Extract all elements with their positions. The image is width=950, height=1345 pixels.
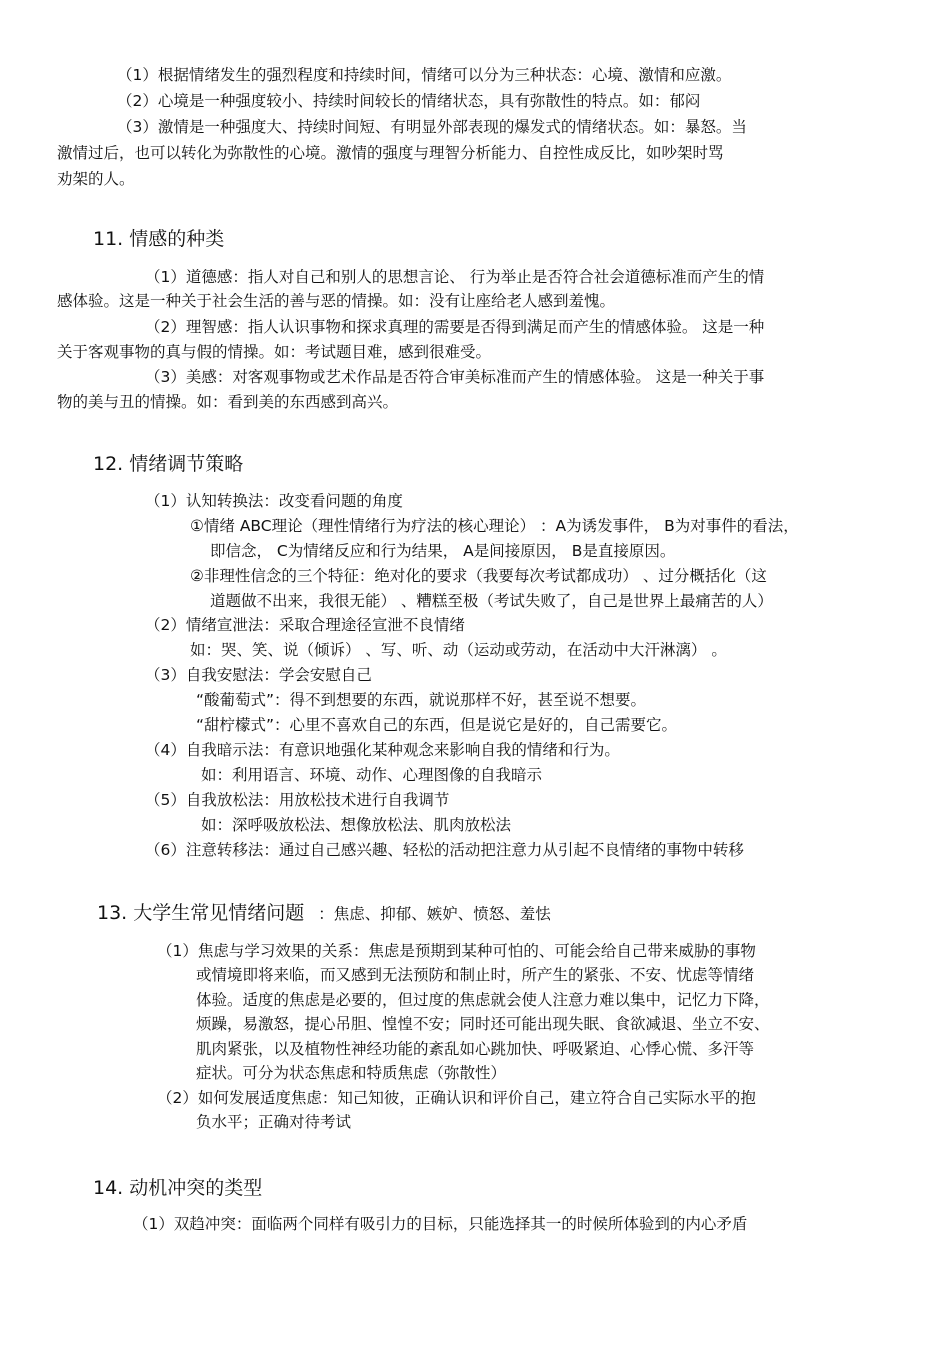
body-line: 感体验。这是一种关于社会生活的善与恶的情操。如：没有让座给老人感到羞愧。 [57,292,616,310]
section-heading [97,900,551,927]
body-line: （3）自我安慰法：学会安慰自己 [145,666,372,684]
body-line: （6）注意转移法：通过自己感兴趣、轻松的活动把注意力从引起不良情绪的事物中转移 [145,841,744,859]
body-line: （1）认知转换法：改变看问题的角度 [145,492,403,510]
body-line: 症状。可分为状态焦虑和特质焦虑（弥散性） [196,1064,507,1082]
body-line: 或情境即将来临，而又感到无法预防和制止时，所产生的紧张、不安、忧虑等情绪 [196,966,755,984]
body-line: 烦躁，易激怒，提心吊胆、惶惶不安；同时还可能出现失眠、食欲减退、坐立不安、 [196,1015,770,1033]
section-heading: 11. 情感的种类 [93,228,225,250]
body-line: （2）理智感：指人认识事物和探求真理的需要是否得到满足而产生的情感体验。 这是一种 [145,318,765,336]
body-line: 如：哭、笑、说（倾诉） 、写、听、动（运动或劳动，在活动中大汗淋漓） 。 [190,641,727,659]
body-line: 如：利用语言、环境、动作、心理图像的自我暗示 [201,766,543,784]
intro-line: （3）激情是一种强度大、持续时间短、有明显外部表现的爆发式的情绪状态。如：暴怒。当 [117,118,747,136]
body-line: “酸葡萄式”：得不到想要的东西，就说那样不好，甚至说不想要。 [196,691,647,709]
body-line: （1）焦虑与学习效果的关系：焦虑是预期到某种可怕的、可能会给自己带来威胁的事物 [157,942,756,960]
section-heading: 14. 动机冲突的类型 [93,1177,263,1199]
intro-line: （1）根据情绪发生的强烈程度和持续时间，情绪可以分为三种状态：心境、激情和应激。 [117,66,732,84]
body-line: 即信念， C为情绪反应和行为结果， A是间接原因， B是直接原因。 [210,542,676,560]
body-line: （4）自我暗示法：有意识地强化某种观念来影响自我的情绪和行为。 [145,741,620,759]
body-line: 肌肉紧张，以及植物性神经功能的紊乱如心跳加快、呼吸紧迫、心悸心慌、多汗等 [196,1040,755,1058]
body-line: 道题做不出来，我很无能） 、糟糕至极（考试失败了，自己是世界上最痛苦的人） [210,592,773,610]
body-line: （5）自我放松法：用放松技术进行自我调节 [145,791,450,809]
section-heading-suffix: ：焦虑、抑郁、嫉妒、愤怒、羞怯 [318,905,551,923]
section-heading: 12. 情绪调节策略 [93,453,244,475]
intro-line: 激情过后，也可以转化为弥散性的心境。激情的强度与理智分析能力、自控性成反比，如吵架时骂 [57,144,724,162]
body-line: （1）双趋冲突：面临两个同样有吸引力的目标，只能选择其一的时候所体验到的内心矛盾 [133,1215,748,1233]
body-line: 如：深呼吸放松法、想像放松法、肌肉放松法 [201,816,512,834]
body-line: 体验。适度的焦虑是必要的，但过度的焦虑就会使人注意力难以集中，记忆力下降， [196,991,770,1009]
body-line: 负水平；正确对待考试 [196,1113,352,1131]
body-line: 关于客观事物的真与假的情操。如：考试题目难，感到很难受。 [57,343,492,361]
body-line: （3）美感：对客观事物或艺术作品是否符合审美标准而产生的情感体验。 这是一种关于事 [145,368,765,386]
body-line: （2）情绪宣泄法：采取合理途径宣泄不良情绪 [145,616,465,634]
body-line: “甜柠檬式”：心里不喜欢自己的东西，但是说它是好的，自己需要它。 [196,716,678,734]
intro-line: （2）心境是一种强度较小、持续时间较长的情绪状态，具有弥散性的特点。如：郁闷 [117,92,701,110]
body-line: （2）如何发展适度焦虑：知己知彼，正确认识和评价自己，建立符合自己实际水平的抱 [157,1089,756,1107]
body-line: 物的美与丑的情操。如：看到美的东西感到高兴。 [57,393,399,411]
body-line: （1）道德感：指人对自己和别人的思想言论、 行为举止是否符合社会道德标准而产生的情 [145,268,765,286]
body-line: ①情绪 ABC理论（理性情绪行为疗法的核心理论） ：A为诱发事件， B为对事件的看法， [190,517,799,535]
body-line: ②非理性信念的三个特征：绝对化的要求（我要每次考试都成功） 、过分概括化（这 [190,567,767,585]
intro-line: 劝架的人。 [57,170,135,188]
section-heading-title: 13. 大学生常见情绪问题 [97,902,305,924]
